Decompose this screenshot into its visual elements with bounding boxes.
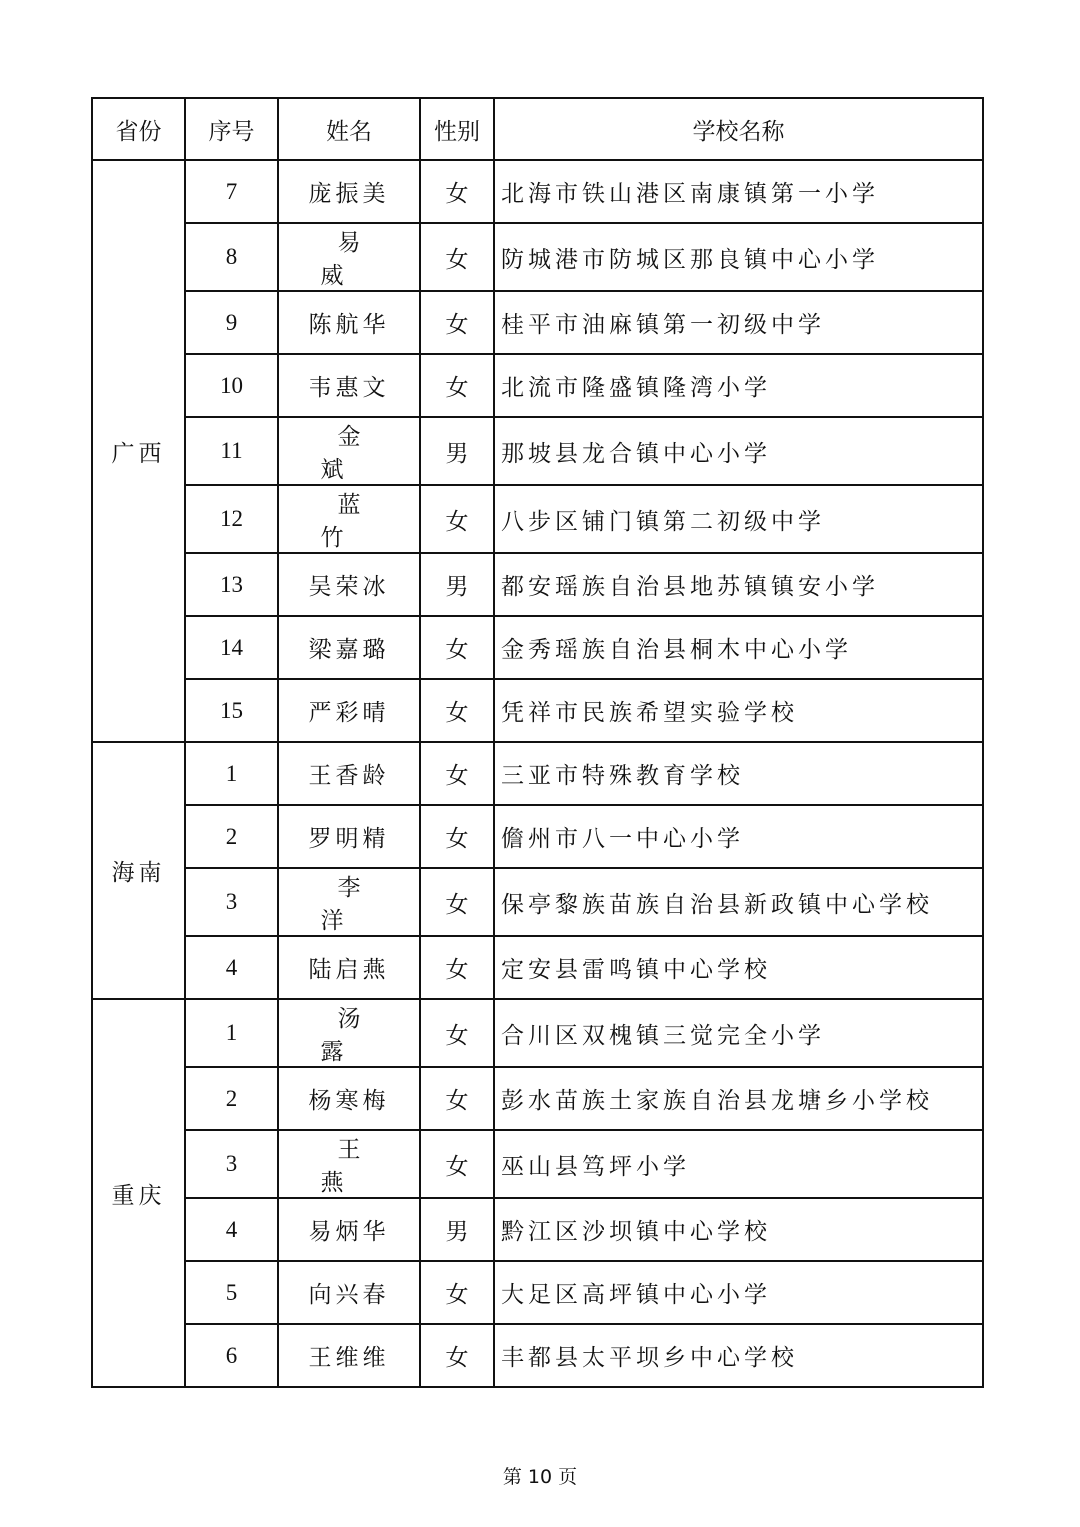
table-row (92, 160, 983, 223)
school-cell: 八步区铺门镇第二初级中学 (494, 485, 983, 553)
number-cell: 8 (185, 223, 278, 291)
gender-cell: 女 (420, 742, 494, 805)
name-cell: 金斌 (278, 417, 420, 485)
school-cell: 合川区双槐镇三觉完全小学 (494, 999, 983, 1067)
name-cell: 杨寒梅 (278, 1067, 420, 1130)
name-cell: 向兴春 (278, 1261, 420, 1324)
number-cell: 15 (185, 679, 278, 742)
school-cell: 彭水苗族土家族自治县龙塘乡小学校 (494, 1067, 983, 1130)
number-cell: 11 (185, 417, 278, 485)
school-cell: 保亭黎族苗族自治县新政镇中心学校 (494, 868, 983, 936)
number-cell: 10 (185, 354, 278, 417)
table-row (92, 1130, 983, 1198)
table-row (92, 1261, 983, 1324)
number-cell: 2 (185, 805, 278, 868)
name-cell: 李洋 (278, 868, 420, 936)
table-row (92, 742, 983, 805)
number-cell: 1 (185, 742, 278, 805)
number-cell: 3 (185, 1130, 278, 1198)
school-cell: 三亚市特殊教育学校 (494, 742, 983, 805)
gender-cell: 女 (420, 868, 494, 936)
number-cell: 5 (185, 1261, 278, 1324)
school-cell: 都安瑶族自治县地苏镇镇安小学 (494, 553, 983, 616)
gender-cell: 女 (420, 679, 494, 742)
header-row (92, 98, 983, 160)
name-cell: 汤露 (278, 999, 420, 1067)
table-row (92, 354, 983, 417)
number-cell: 13 (185, 553, 278, 616)
school-cell: 黔江区沙坝镇中心学校 (494, 1198, 983, 1261)
school-cell: 防城港市防城区那良镇中心小学 (494, 223, 983, 291)
province-cell: 重庆 (92, 999, 185, 1387)
name-cell: 易炳华 (278, 1198, 420, 1261)
gender-cell: 女 (420, 485, 494, 553)
gender-cell: 女 (420, 354, 494, 417)
gender-cell: 女 (420, 1261, 494, 1324)
name-cell: 罗明精 (278, 805, 420, 868)
gender-cell: 女 (420, 291, 494, 354)
header-province: 省份 (92, 98, 185, 160)
number-cell: 2 (185, 1067, 278, 1130)
school-cell: 凭祥市民族希望实验学校 (494, 679, 983, 742)
table-row (92, 1067, 983, 1130)
gender-cell: 男 (420, 417, 494, 485)
gender-cell: 女 (420, 999, 494, 1067)
number-cell: 9 (185, 291, 278, 354)
number-cell: 4 (185, 1198, 278, 1261)
name-cell: 韦惠文 (278, 354, 420, 417)
gender-cell: 男 (420, 553, 494, 616)
number-cell: 12 (185, 485, 278, 553)
table-row (92, 805, 983, 868)
school-cell: 巫山县笃坪小学 (494, 1130, 983, 1198)
name-cell: 庞振美 (278, 160, 420, 223)
gender-cell: 女 (420, 936, 494, 999)
awardee-table (91, 97, 984, 1388)
table-row (92, 999, 983, 1067)
table-row (92, 223, 983, 291)
page-number: 第 10 页 (502, 1466, 578, 1488)
table-row (92, 1324, 983, 1387)
gender-cell: 女 (420, 805, 494, 868)
school-cell: 那坡县龙合镇中心小学 (494, 417, 983, 485)
school-cell: 金秀瑶族自治县桐木中心小学 (494, 616, 983, 679)
header-number: 序号 (185, 98, 278, 160)
name-cell: 王燕 (278, 1130, 420, 1198)
name-cell: 易威 (278, 223, 420, 291)
name-cell: 蓝竹 (278, 485, 420, 553)
table-row (92, 679, 983, 742)
school-cell: 定安县雷鸣镇中心学校 (494, 936, 983, 999)
school-cell: 丰都县太平坝乡中心学校 (494, 1324, 983, 1387)
table-row (92, 936, 983, 999)
name-cell: 吴荣冰 (278, 553, 420, 616)
name-cell: 王香龄 (278, 742, 420, 805)
table-row (92, 553, 983, 616)
table-row (92, 1198, 983, 1261)
table-body (92, 160, 983, 1387)
header-name: 姓名 (278, 98, 420, 160)
gender-cell: 女 (420, 160, 494, 223)
gender-cell: 女 (420, 616, 494, 679)
table-row (92, 868, 983, 936)
province-cell: 海南 (92, 742, 185, 999)
school-cell: 北流市隆盛镇隆湾小学 (494, 354, 983, 417)
gender-cell: 男 (420, 1198, 494, 1261)
table-row (92, 291, 983, 354)
number-cell: 1 (185, 999, 278, 1067)
table-row (92, 616, 983, 679)
gender-cell: 女 (420, 1067, 494, 1130)
number-cell: 3 (185, 868, 278, 936)
table-row (92, 417, 983, 485)
school-cell: 桂平市油麻镇第一初级中学 (494, 291, 983, 354)
header-gender: 性别 (420, 98, 494, 160)
gender-cell: 女 (420, 1130, 494, 1198)
number-cell: 14 (185, 616, 278, 679)
number-cell: 7 (185, 160, 278, 223)
province-cell: 广西 (92, 160, 185, 742)
name-cell: 陈航华 (278, 291, 420, 354)
name-cell: 王维维 (278, 1324, 420, 1387)
number-cell: 6 (185, 1324, 278, 1387)
table-row (92, 485, 983, 553)
name-cell: 陆启燕 (278, 936, 420, 999)
gender-cell: 女 (420, 223, 494, 291)
table-header (92, 98, 983, 160)
name-cell: 梁嘉璐 (278, 616, 420, 679)
school-cell: 大足区高坪镇中心小学 (494, 1261, 983, 1324)
header-school: 学校名称 (494, 98, 983, 160)
number-cell: 4 (185, 936, 278, 999)
gender-cell: 女 (420, 1324, 494, 1387)
school-cell: 儋州市八一中心小学 (494, 805, 983, 868)
name-cell: 严彩晴 (278, 679, 420, 742)
school-cell: 北海市铁山港区南康镇第一小学 (494, 160, 983, 223)
